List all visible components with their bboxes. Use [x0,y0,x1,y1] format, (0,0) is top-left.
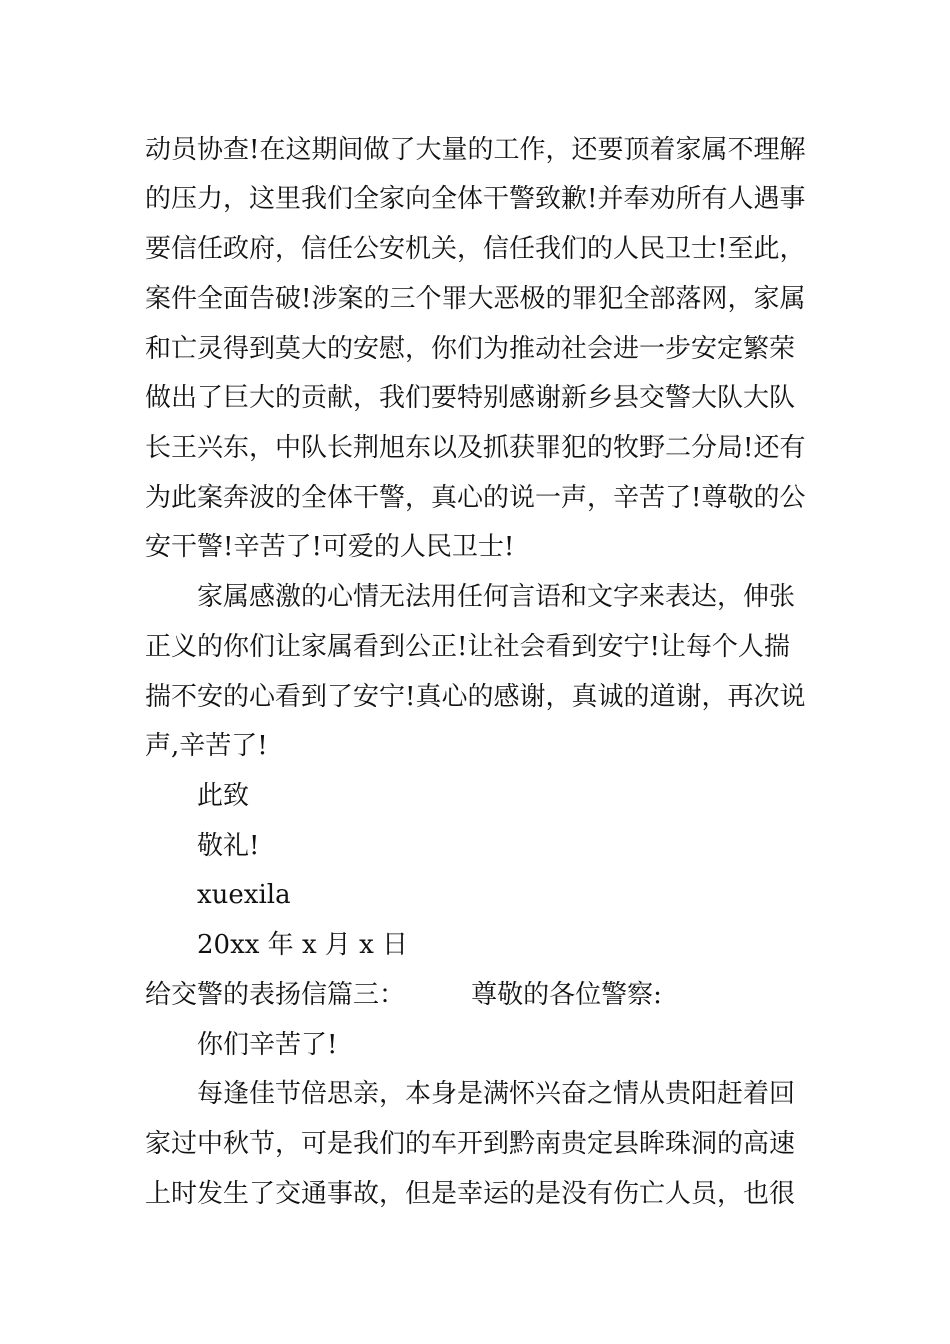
greeting-line: 你们辛苦了! [197,1030,338,1060]
text-line: 安干警!辛苦了!可爱的人民卫士! [145,532,515,562]
text-line: 声,辛苦了! [145,731,268,761]
text-line: 做出了巨大的贡献，我们要特别感谢新乡县交警大队大队 [145,383,796,413]
text-line: 要信任政府，信任公安机关，信任我们的人民卫士!至此， [145,234,806,264]
paragraph-first-line: 每逢佳节倍思亲，本身是满怀兴奋之情从贵阳赶着回 [197,1079,796,1109]
text-line: 上时发生了交通事故，但是幸运的是没有伤亡人员，也很 [145,1179,796,1209]
date-line: 20xx 年 x 月 x 日 [197,930,409,960]
text-line: 正义的你们让家属看到公正!让社会看到安宁!让每个人揣 [145,632,790,662]
section-heading: 给交警的表扬信篇三： 尊敬的各位警察: [145,980,662,1010]
text-line: 家过中秋节，可是我们的车开到黔南贵定县眸珠洞的高速 [145,1129,796,1159]
text-line: 的压力，这里我们全家向全体干警致歉!并奉劝所有人遇事 [145,184,806,214]
text-line: 长王兴东，中队长荆旭东以及抓获罪犯的牧野二分局!还有 [145,433,806,463]
paragraph-first-line: 家属感激的心情无法用任何言语和文字来表达，伸张 [197,582,796,612]
text-line: 和亡灵得到莫大的安慰，你们为推动社会进一步安定繁荣 [145,334,796,364]
signature: xuexila [197,880,291,910]
text-line: 动员协查!在这期间做了大量的工作，还要顶着家属不理解 [145,135,806,165]
text-line: 揣不安的心看到了安宁!真心的感谢，真诚的道谢，再次说 [145,682,806,712]
closing-regards: 敬礼! [197,831,260,861]
text-line: 为此案奔波的全体干警，真心的说一声，辛苦了!尊敬的公 [145,483,806,513]
closing-salutation: 此致 [197,781,250,811]
text-line: 案件全面告破!涉案的三个罪大恶极的罪犯全部落网，家属 [145,284,806,314]
